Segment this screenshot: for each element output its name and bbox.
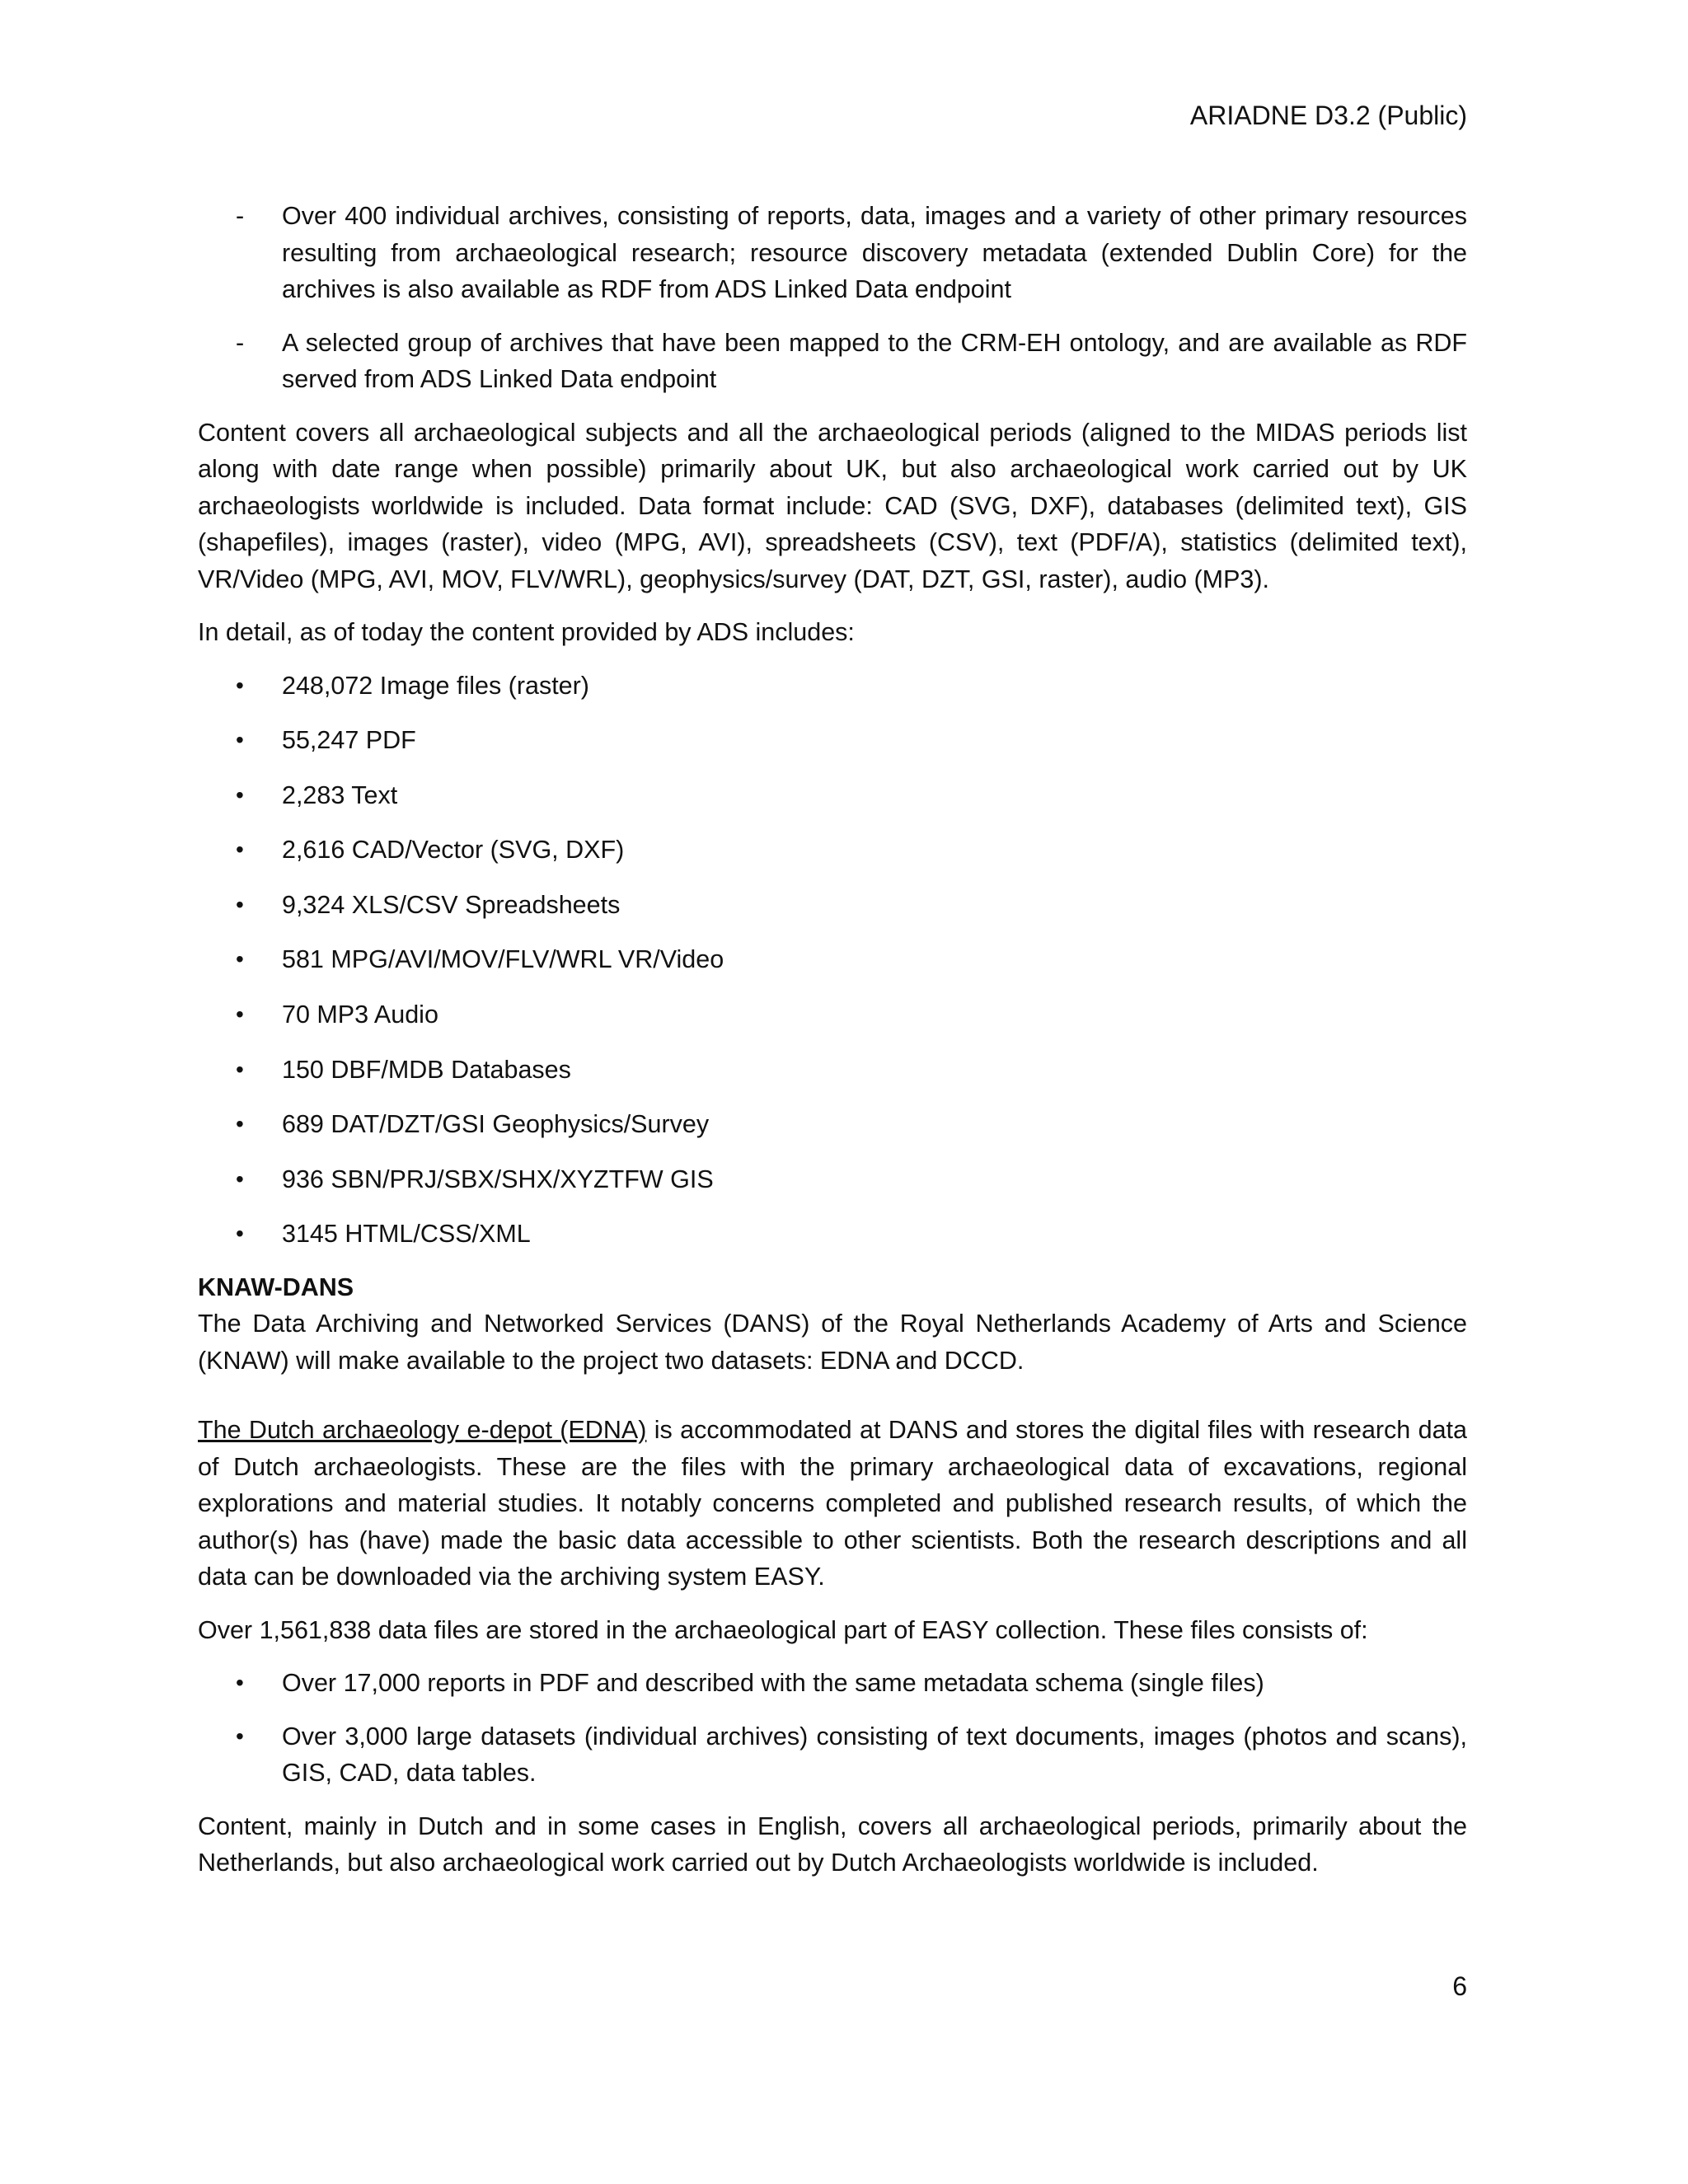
list-item-text: Over 400 individual archives, consisting of reports, data, images and a variety of other primary resources resulting from archaeological research; resource discovery metadata (extended Dublin Core) for the archives is also available as RDF from ADS Linked Data endpoint <box>282 202 1467 303</box>
list-item <box>198 887 1467 924</box>
dash-marker: - <box>236 202 245 230</box>
dash-marker: - <box>236 328 245 357</box>
list-item <box>198 1665 1467 1702</box>
running-header: ARIADNE D3.2 (Public) <box>1189 101 1467 130</box>
edna-paragraph-text: is accommodated at DANS and stores the digital files with research data of Dutch archaeologists. These are the files with the primary archaeological data of excavations, regional explorations and material studies. It notably concerns completed and published research results, of which the author(s) has (have) made the basic data accessible to other scientists. Both the research descriptions and all data can be downloaded via the archiving system EASY. <box>198 1416 1467 1591</box>
easy-files-intro: Over 1,561,838 data files are stored in the archaeological part of EASY collection. These files consists of: <box>198 1615 1368 1644</box>
page-number: 6 <box>1452 1971 1467 2001</box>
knaw-content-paragraph: Content, mainly in Dutch and in some cases in English, covers all archaeological periods, primarily about the Netherlands, but also archaeological work carried out by Dutch Archaeologists worldwide is included. <box>198 1811 1467 1877</box>
bullet-marker: • <box>236 1670 244 1696</box>
page-body <box>198 198 1467 1898</box>
list-item-text: 248,072 Image files (raster) <box>282 671 589 700</box>
list-item-text: 9,324 XLS/CSV Spreadsheets <box>282 890 621 919</box>
bullet-marker: • <box>236 672 244 698</box>
list-item <box>198 198 1467 308</box>
easy-content-list <box>198 1665 1467 1792</box>
list-item-text: 581 MPG/AVI/MOV/FLV/WRL VR/Video <box>282 945 724 974</box>
bullet-marker: • <box>236 946 244 972</box>
list-item-text: 936 SBN/PRJ/SBX/SHX/XYZTFW GIS <box>282 1165 714 1193</box>
list-item <box>198 777 1467 814</box>
ads-archive-list <box>198 198 1467 398</box>
ads-content-paragraph: Content covers all archaeological subjects and all the archaeological periods (aligned to the MIDAS periods list along with date range when possible) primarily about UK, but also archaeological work carried out by UK archaeologists worldwide is included. Data format include: CAD (SVG, DXF), databases (delimited text), GIS (shapefiles), images (raster), video (MPG, AVI), spreadsheets (CSV), text (PDF/A), statistics (delimited text), VR/Video (MPG, AVI, MOV, FLV/WRL), geophysics/survey (DAT, DZT, GSI, raster), audio (MP3). <box>198 418 1467 593</box>
list-item-text: 150 DBF/MDB Databases <box>282 1055 571 1084</box>
bullet-marker: • <box>236 1001 244 1028</box>
bullet-marker: • <box>236 781 244 808</box>
bullet-marker: • <box>236 1221 244 1247</box>
list-item-text: 70 MP3 Audio <box>282 1001 438 1029</box>
list-item-text: 2,616 CAD/Vector (SVG, DXF) <box>282 836 625 865</box>
ads-content-list <box>198 668 1467 1253</box>
list-item-text: 689 DAT/DZT/GSI Geophysics/Survey <box>282 1110 710 1139</box>
list-item <box>198 325 1467 398</box>
list-item <box>198 1216 1467 1253</box>
knaw-intro-paragraph: The Data Archiving and Networked Services (DANS) of the Royal Netherlands Academy of Arts and Science (KNAW) will make available to the project two datasets: EDNA and DCCD. <box>198 1310 1467 1375</box>
document-page <box>198 0 1467 2184</box>
ads-detail-intro: In detail, as of today the content provided by ADS includes: <box>198 618 855 646</box>
bullet-marker: • <box>236 891 244 917</box>
bullet-marker: • <box>236 727 244 753</box>
list-item <box>198 668 1467 705</box>
list-item <box>198 1161 1467 1198</box>
list-item <box>198 941 1467 978</box>
list-item <box>198 832 1467 869</box>
list-item-text: Over 3,000 large datasets (individual archives) consisting of text documents, images (photos and scans), GIS, CAD, data tables. <box>282 1722 1467 1788</box>
section-heading-knaw-dans: KNAW-DANS <box>198 1272 354 1301</box>
list-item-text: 3145 HTML/CSS/XML <box>282 1220 531 1249</box>
edna-link[interactable]: The Dutch archaeology e-depot (EDNA) <box>198 1416 647 1445</box>
list-item <box>198 1052 1467 1089</box>
bullet-marker: • <box>236 1111 244 1137</box>
list-item <box>198 996 1467 1033</box>
bullet-marker: • <box>236 1056 244 1082</box>
list-item <box>198 1106 1467 1143</box>
list-item-text: A selected group of archives that have been mapped to the CRM-EH ontology, and are available as RDF served from ADS Linked Data endpoint <box>282 328 1467 393</box>
bullet-marker: • <box>236 837 244 863</box>
list-item <box>198 722 1467 759</box>
edna-paragraph <box>198 1412 1467 1596</box>
list-item-text: 55,247 PDF <box>282 726 416 755</box>
list-item-text: Over 17,000 reports in PDF and described with the same metadata schema (single files) <box>282 1669 1264 1698</box>
list-item-text: 2,283 Text <box>282 780 398 809</box>
bullet-marker: • <box>236 1722 244 1749</box>
list-item <box>198 1718 1467 1792</box>
bullet-marker: • <box>236 1165 244 1192</box>
